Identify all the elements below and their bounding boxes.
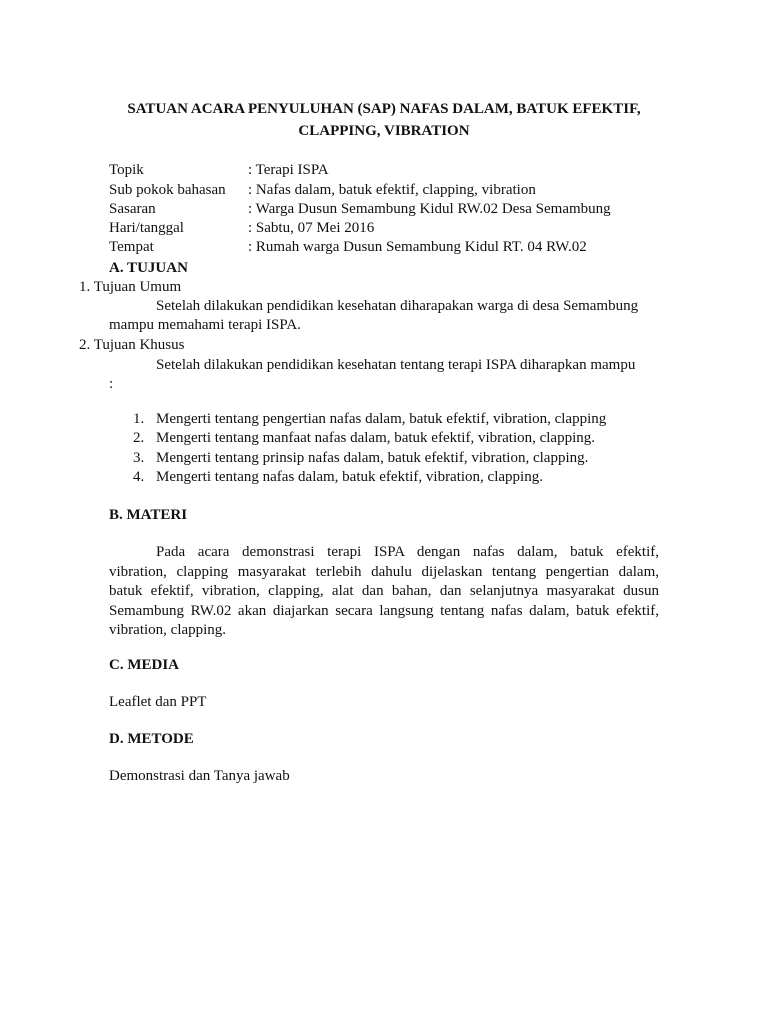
list-item-text: Mengerti tentang nafas dalam, batuk efektif, vibration, clapping. — [156, 469, 543, 485]
tujuan-khusus-heading: 2. Tujuan Khusus — [79, 337, 185, 353]
document-title-line-1: SATUAN ACARA PENYULUHAN (SAP) NAFAS DALAM, BATUK EFEKTIF, — [127, 101, 641, 117]
list-item-text: Mengerti tentang prinsip nafas dalam, batuk efektif, vibration, clapping. — [156, 450, 589, 466]
list-item-text: Mengerti tentang manfaat nafas dalam, batuk efektif, vibration, clapping. — [156, 430, 596, 446]
document-title-line-2: CLAPPING, VIBRATION — [298, 123, 470, 139]
info-value-hari-tanggal: : Sabtu, 07 Mei 2016 — [248, 220, 375, 236]
tujuan-umum-heading: 1. Tujuan Umum — [79, 279, 182, 295]
materi-paragraph-line-3: batuk efektif, vibration, clapping, alat dan bahan, dan selanjutnya masyarakat dusun — [109, 583, 659, 599]
info-value-sub-pokok: : Nafas dalam, batuk efektif, clapping, vibration — [248, 182, 536, 198]
list-item-number: 3. — [133, 450, 145, 466]
metode-text: Demonstrasi dan Tanya jawab — [109, 768, 290, 784]
list-item-text: Mengerti tentang pengertian nafas dalam, batuk efektif, vibration, clapping — [156, 411, 607, 427]
info-label-tempat: Tempat — [109, 239, 154, 255]
list-item-number: 4. — [133, 469, 145, 485]
section-a-heading: A. TUJUAN — [109, 260, 188, 276]
info-value-tempat: : Rumah warga Dusun Semambung Kidul RT. 04 RW.02 — [248, 239, 587, 255]
list-item-number: 2. — [133, 430, 145, 446]
media-text: Leaflet dan PPT — [109, 694, 207, 710]
tujuan-umum-text-line-2: mampu memahami terapi ISPA. — [109, 317, 301, 333]
section-b-heading: B. MATERI — [109, 507, 188, 523]
tujuan-umum-text-line-1: Setelah dilakukan pendidikan kesehatan diharapakan warga di desa Semambung — [156, 298, 639, 314]
tujuan-khusus-text-line-2: : — [109, 376, 114, 392]
section-c-heading: C. MEDIA — [109, 657, 179, 673]
info-label-hari-tanggal: Hari/tanggal — [109, 220, 184, 236]
info-label-topik: Topik — [109, 162, 144, 178]
materi-paragraph-line-5: vibration, clapping. — [109, 622, 227, 638]
materi-paragraph-line-4: Semambung RW.02 akan diajarkan secara langsung tentang nafas dalam, batuk efektif, — [109, 603, 659, 619]
section-d-heading: D. METODE — [109, 731, 194, 747]
materi-paragraph-line-1: Pada acara demonstrasi terapi ISPA dengan nafas dalam, batuk efektif, — [156, 544, 659, 560]
info-value-topik: : Terapi ISPA — [248, 162, 329, 178]
list-item-number: 1. — [133, 411, 145, 427]
info-value-sasaran: : Warga Dusun Semambung Kidul RW.02 Desa Semambung — [248, 201, 611, 217]
info-label-sasaran: Sasaran — [109, 201, 156, 217]
info-label-sub-pokok: Sub pokok bahasan — [109, 182, 226, 198]
materi-paragraph-line-2: vibration, clapping masyarakat terlebih dahulu dijelaskan tentang pengertian dalam, — [109, 564, 659, 580]
tujuan-khusus-text-line-1: Setelah dilakukan pendidikan kesehatan tentang terapi ISPA diharapkan mampu — [156, 357, 636, 373]
